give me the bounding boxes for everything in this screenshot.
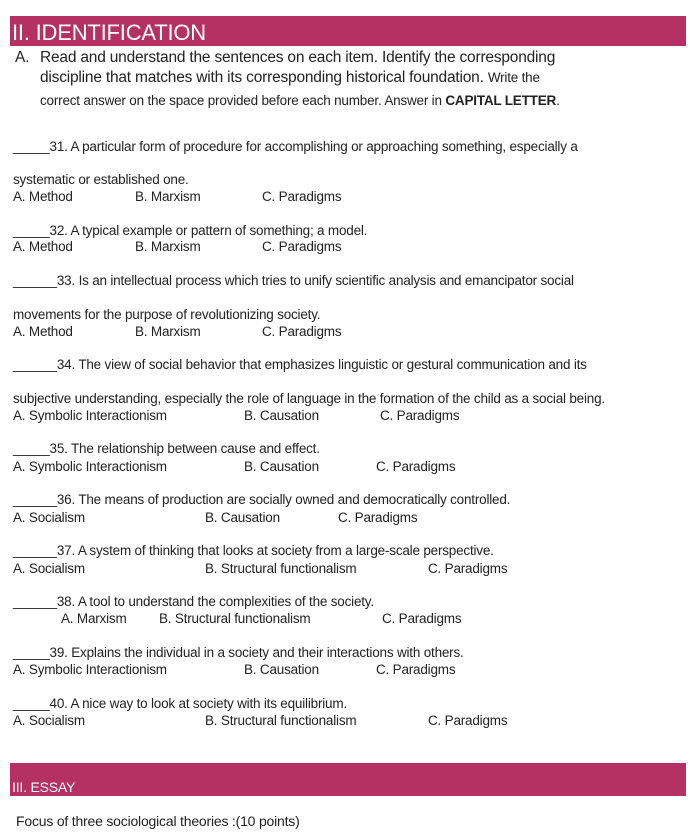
answer-option: A. Symbolic Interactionism [13,408,167,423]
section-title: II. IDENTIFICATION [12,20,206,45]
answer-option: A. Symbolic Interactionism [13,459,167,474]
identification-header [10,16,686,46]
instruction-line: correct answer on the space provided before each number. Answer in CAPITAL LETTER. [40,93,560,108]
answer-option: A. Socialism [13,561,85,576]
answer-option: B. Causation [244,459,319,474]
instruction-letter: A. [15,49,30,66]
question-text: _____31. A particular form of procedure for accomplishing or approaching something, especially a [13,139,578,154]
answer-option: A. Method [13,239,73,254]
answer-option: A. Marxism [61,611,127,626]
answer-option: B. Causation [205,510,280,525]
answer-option: B. Marxism [135,189,201,204]
question-text: ______38. A tool to understand the complexities of the society. [13,594,374,609]
answer-option: A. Socialism [13,713,85,728]
question-text: ______33. Is an intellectual process which tries to unify scientific analysis and emancipator social [13,273,574,288]
answer-option: B. Structural functionalism [205,561,357,576]
essay-header [10,763,686,796]
answer-option: C. Paradigms [380,408,460,423]
instruction-line: discipline that matches with its corresponding historical foundation. Write the [40,69,540,86]
answer-option: B. Marxism [135,324,201,339]
instruction-line: Read and understand the sentences on each item. Identify the corresponding [40,49,556,66]
answer-option: C. Paradigms [428,713,508,728]
question-text: _____40. A nice way to look at society with its equilibrium. [13,696,347,711]
question-text: ______37. A system of thinking that looks at society from a large-scale perspective. [13,543,494,558]
answer-option: B. Marxism [135,239,201,254]
question-text: ______34. The view of social behavior that emphasizes linguistic or gestural communication and its [13,357,587,372]
question-text: _____32. A typical example or pattern of something; a model. [13,223,368,238]
answer-option: C. Paradigms [262,324,342,339]
answer-option: B. Causation [244,662,319,677]
answer-option: C. Paradigms [262,189,342,204]
answer-option: C. Paradigms [376,459,456,474]
answer-option: A. Socialism [13,510,85,525]
question-text-continued: systematic or established one. [13,172,189,187]
answer-option: C. Paradigms [428,561,508,576]
question-text: _____39. Explains the individual in a society and their interactions with others. [13,645,464,660]
answer-option: A. Symbolic Interactionism [13,662,167,677]
answer-option: B. Causation [244,408,319,423]
question-text: _____35. The relationship between cause and effect. [13,441,320,456]
answer-option: C. Paradigms [382,611,462,626]
answer-option: B. Structural functionalism [159,611,311,626]
question-text: ______36. The means of production are socially owned and democratically controlled. [13,492,511,507]
answer-option: C. Paradigms [338,510,418,525]
answer-option: C. Paradigms [376,662,456,677]
section-title: III. ESSAY [12,779,76,795]
question-text-continued: subjective understanding, especially the role of language in the formation of the child as a social being. [13,391,605,406]
question-text-continued: movements for the purpose of revolutionizing society. [13,307,321,322]
answer-option: C. Paradigms [262,239,342,254]
answer-option: A. Method [13,189,73,204]
essay-prompt: Focus of three sociological theories :(10 points) [16,813,300,829]
answer-option: B. Structural functionalism [205,713,357,728]
answer-option: A. Method [13,324,73,339]
